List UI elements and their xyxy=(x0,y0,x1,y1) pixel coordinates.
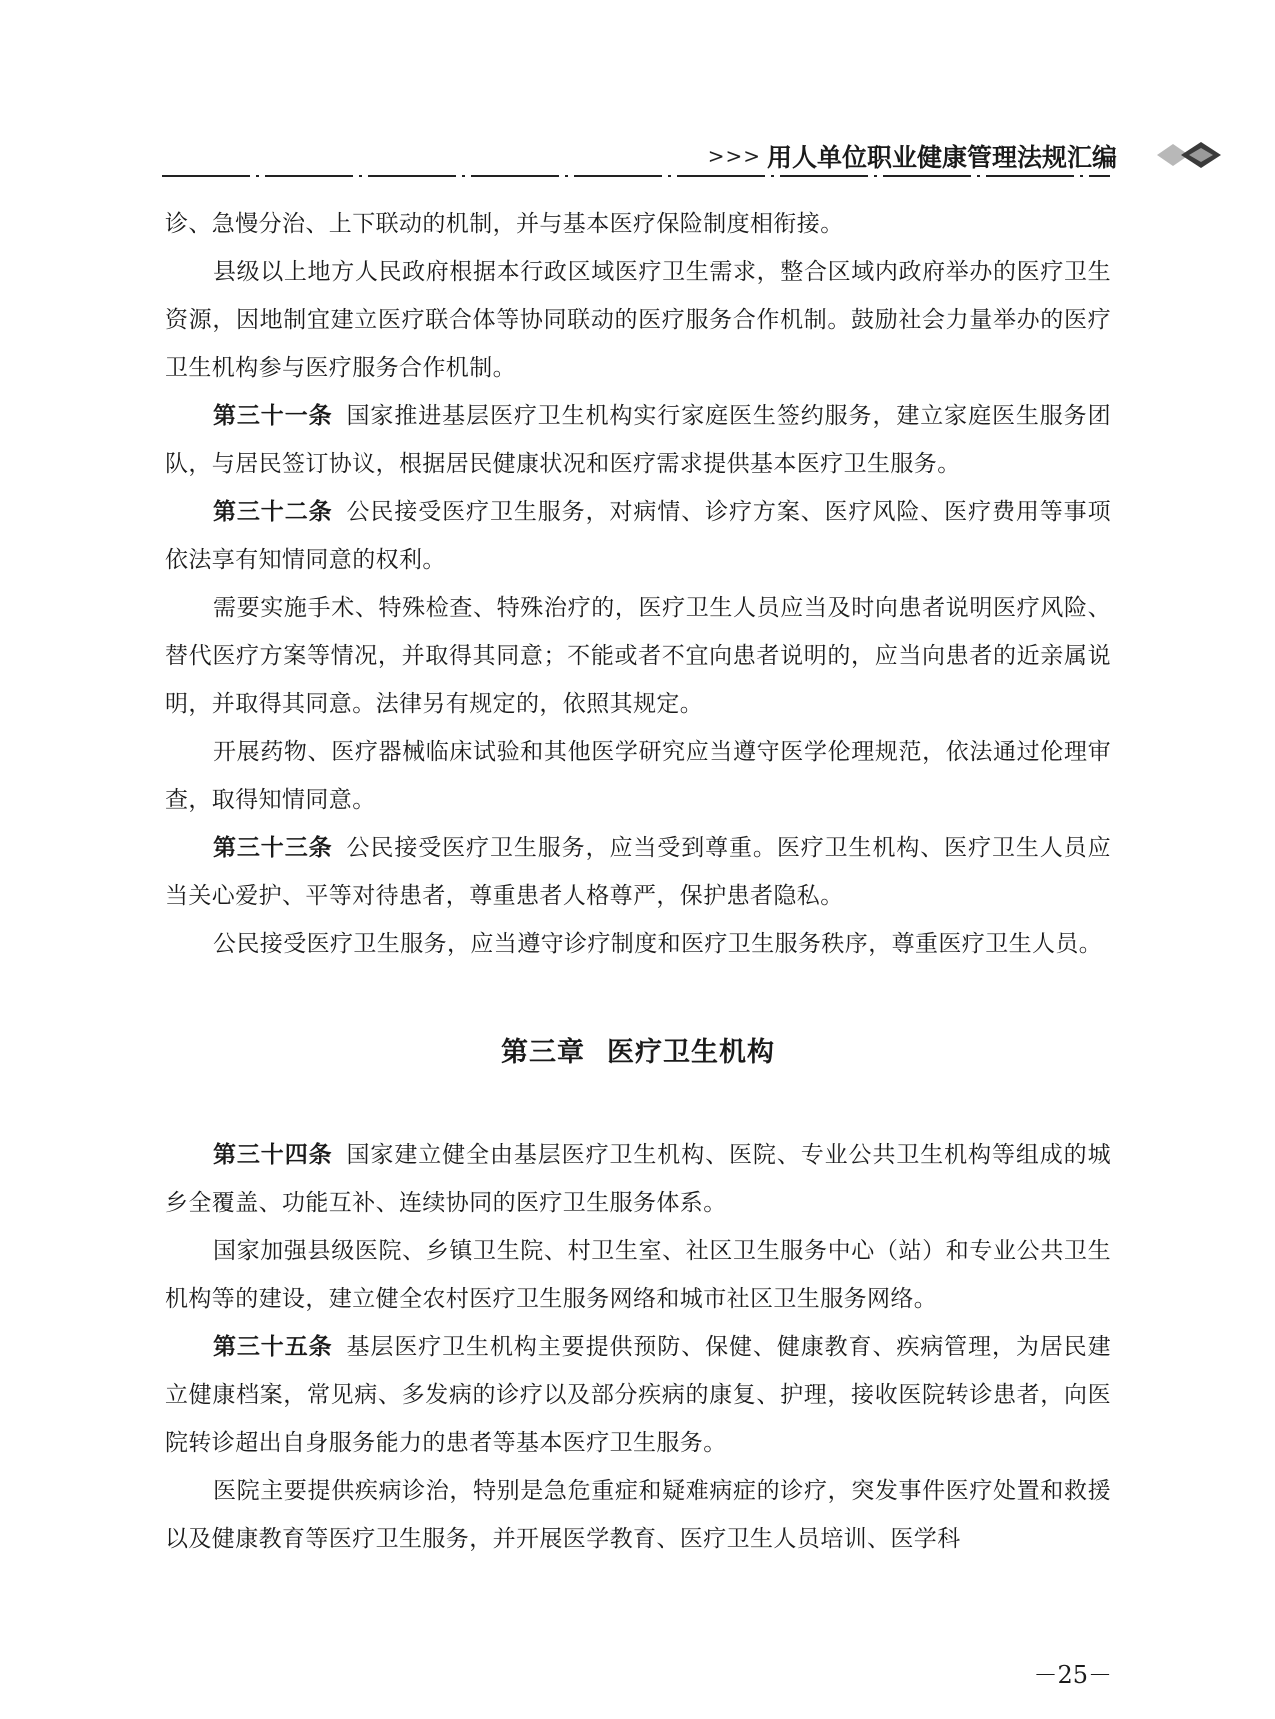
paragraph xyxy=(165,824,1111,920)
article-number: 第三十二条 xyxy=(213,499,333,525)
paragraph-text: 公民接受医疗卫生服务，对病情、诊疗方案、医疗风险、医疗费用等事项依法享有知情同意的权利。 xyxy=(165,499,1111,573)
paragraph xyxy=(165,248,1111,392)
body-text xyxy=(165,200,1111,1563)
paragraph-text: 基层医疗卫生机构主要提供预防、保健、健康教育、疾病管理，为居民建立健康档案，常见病、多发病的诊疗以及部分疾病的康复、护理，接收医院转诊患者，向医院转诊超出自身服务能力的患者等基本医疗卫生服务。 xyxy=(165,1334,1111,1456)
paragraph xyxy=(165,584,1111,728)
paragraph xyxy=(165,488,1111,584)
header-rule xyxy=(162,173,1110,179)
paragraph xyxy=(165,392,1111,488)
header-title: 用人单位职业健康管理法规汇编 xyxy=(766,143,1117,172)
chapter-title: 医疗卫生机构 xyxy=(607,1037,775,1068)
running-header xyxy=(708,138,1117,174)
paragraph xyxy=(165,1467,1111,1563)
paragraph-text: 医院主要提供疾病诊治，特别是急危重症和疑难病症的诊疗，突发事件医疗处置和救援以及健康教育等医疗卫生服务，并开展医学教育、医疗卫生人员培训、医学科 xyxy=(165,1478,1111,1552)
paragraph-text: 诊、急慢分治、上下联动的机制，并与基本医疗保险制度相衔接。 xyxy=(165,211,844,237)
article-number: 第三十五条 xyxy=(213,1334,333,1360)
paragraph-text: 县级以上地方人民政府根据本行政区域医疗卫生需求，整合区域内政府举办的医疗卫生资源，因地制宜建立医疗联合体等协同联动的医疗服务合作机制。鼓励社会力量举办的医疗卫生机构参与医疗服务合作机制。 xyxy=(165,259,1111,381)
paragraph-text: 国家加强县级医院、乡镇卫生院、村卫生室、社区卫生服务中心（站）和专业公共卫生机构等的建设，建立健全农村医疗卫生服务网络和城市社区卫生服务网络。 xyxy=(165,1238,1111,1312)
article-number: 第三十三条 xyxy=(213,835,333,861)
paragraph xyxy=(165,920,1111,968)
paragraph xyxy=(165,1323,1111,1467)
chapter-number: 第三章 xyxy=(501,1037,585,1068)
paragraph-text: 公民接受医疗卫生服务，应当受到尊重。医疗卫生机构、医疗卫生人员应当关心爱护、平等对待患者，尊重患者人格尊严，保护患者隐私。 xyxy=(165,835,1111,909)
article-number: 第三十四条 xyxy=(213,1142,333,1168)
paragraph xyxy=(165,728,1111,824)
paragraph-text: 需要实施手术、特殊检查、特殊治疗的，医疗卫生人员应当及时向患者说明医疗风险、替代医疗方案等情况，并取得其同意；不能或者不宜向患者说明的，应当向患者的近亲属说明，并取得其同意。法律另有规定的，依照其规定。 xyxy=(165,595,1111,717)
paragraph-text: 开展药物、医疗器械临床试验和其他医学研究应当遵守医学伦理规范，依法通过伦理审查，取得知情同意。 xyxy=(165,739,1111,813)
header-chevrons: >>> xyxy=(707,144,761,168)
paragraph-text: 国家推进基层医疗卫生机构实行家庭医生签约服务，建立家庭医生服务团队，与居民签订协议，根据居民健康状况和医疗需求提供基本医疗卫生服务。 xyxy=(165,403,1111,477)
page-number: －25－ xyxy=(1033,1661,1112,1689)
double-diamond-ornament-icon xyxy=(1153,140,1227,170)
paragraph xyxy=(165,1131,1111,1227)
article-number: 第三十一条 xyxy=(213,403,333,429)
chapter-heading xyxy=(165,1030,1111,1069)
paragraph-text: 公民接受医疗卫生服务，应当遵守诊疗制度和医疗卫生服务秩序，尊重医疗卫生人员。 xyxy=(213,931,1103,957)
paragraph xyxy=(165,1227,1111,1323)
paragraphs-before-chapter xyxy=(165,200,1111,968)
paragraph-text: 国家建立健全由基层医疗卫生机构、医院、专业公共卫生机构等组成的城乡全覆盖、功能互补、连续协同的医疗卫生服务体系。 xyxy=(165,1142,1111,1216)
paragraph xyxy=(165,200,1111,248)
paragraphs-after-chapter xyxy=(165,1131,1111,1563)
